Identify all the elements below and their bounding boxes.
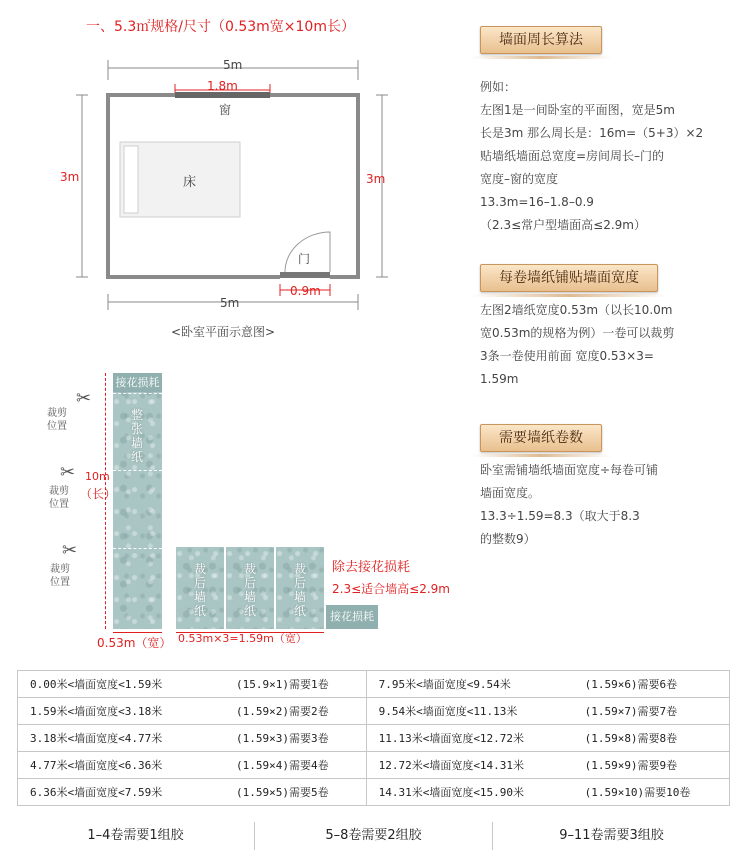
door-threshold — [280, 272, 330, 278]
glue-item: 5–8卷需要2组胶 — [255, 822, 493, 850]
length-value: 10m — [85, 470, 110, 483]
cut-position-label-2: 裁剪位置 — [49, 486, 69, 510]
right-height-label: 3m — [366, 172, 386, 186]
scissors-icon: ✂ — [76, 388, 92, 409]
perimeter-line: 左图1是一间卧室的平面图，宽是5m — [480, 103, 675, 117]
perimeter-line: 13.3m=16–1.8–0.9 — [480, 195, 594, 209]
scissors-icon: ✂ — [62, 540, 78, 561]
page-title: 一、5.3㎡规格/尺寸（0.53m宽×10m长） — [86, 19, 355, 35]
bottom-waste-block: 接花损耗 — [326, 605, 378, 629]
rolls-needed-line: 墙面宽度。 — [480, 486, 541, 500]
cut-strip-label-3: 裁后墙纸 — [293, 562, 306, 618]
cut-line-2 — [113, 470, 162, 471]
table-cell: 3.18米<墙面宽度<4.77米 (1.59×3)需要3卷 — [18, 725, 367, 752]
roll-width-line: 1.59m — [480, 372, 519, 386]
cut-strip-label-1: 裁后墙纸 — [193, 562, 206, 618]
window-label: 窗 — [219, 103, 232, 117]
table-cell: 4.77米<墙面宽度<6.36米 (1.59×4)需要4卷 — [18, 752, 367, 779]
perimeter-line: 长是3m 那么周长是：16m=（5+3）×2 — [480, 126, 704, 140]
door-width-label: 0.9m — [290, 284, 321, 298]
table-cell: 1.59米<墙面宽度<3.18米 (1.59×2)需要2卷 — [18, 698, 367, 725]
left-height-label: 3m — [60, 170, 80, 184]
table-row — [18, 698, 730, 725]
rolls-needed-line: 卧室需铺墙纸墙面宽度÷每卷可铺 — [480, 463, 659, 477]
perimeter-line: 例如： — [480, 80, 517, 94]
glue-item: 1–4卷需要1组胶 — [17, 822, 255, 850]
table-cell: 0.00米<墙面宽度<1.59米 (15.9×1)需要1卷 — [18, 671, 367, 698]
roll-width-text — [480, 299, 674, 391]
perimeter-line: 贴墙纸墙面总宽度=房间周长–门的 — [480, 149, 665, 163]
rolls-table — [17, 670, 730, 806]
rolls-needed-text — [480, 459, 658, 551]
cut-line-1 — [113, 393, 162, 394]
top-width-label: 5m — [223, 58, 243, 72]
rolls-needed-section-title: 需要墙纸卷数 — [480, 424, 602, 452]
table-row — [18, 671, 730, 698]
length-label: （长） — [80, 487, 117, 501]
roll-width-line: 宽0.53m的规格为例）一卷可以裁剪 — [480, 326, 675, 340]
cut-position-label-1: 裁剪位置 — [47, 408, 67, 432]
roll-width-line: 3条一卷使用前面 宽度0.53×3= — [480, 349, 654, 363]
width-dimension-line — [113, 632, 162, 633]
remove-waste-label: 除去接花损耗 — [332, 560, 411, 575]
full-strip-label: 整张墙纸 — [130, 408, 143, 464]
width-label: 0.53m（宽） — [97, 636, 172, 650]
floorplan-caption: <卧室平面示意图> — [171, 325, 276, 339]
bed-label: 床 — [183, 175, 197, 190]
glue-row — [17, 822, 730, 850]
table-row — [18, 752, 730, 779]
rolls-needed-line: 13.3÷1.59=8.3（取大于8.3 — [480, 509, 640, 523]
glue-item: 9–11卷需要3组胶 — [559, 828, 664, 843]
height-range-label: 2.3≤适合墙高≤2.9m — [332, 582, 450, 596]
cut-line-3 — [113, 548, 162, 549]
roll-width-section-title: 每卷墙纸铺贴墙面宽度 — [480, 264, 658, 292]
bed-pillow — [124, 146, 138, 213]
total-width-label: 0.53m×3=1.59m（宽） — [178, 632, 307, 645]
roll-width-line: 左图2墙纸宽度0.53m（以长10.0m — [480, 303, 673, 317]
perimeter-section-title: 墙面周长算法 — [480, 26, 602, 54]
table-cell: 9.54米<墙面宽度<11.13米 (1.59×7)需要7卷 — [366, 698, 729, 725]
cut-position-label-3: 裁剪位置 — [50, 564, 70, 588]
perimeter-text — [480, 76, 703, 237]
table-cell: 14.31米<墙面宽度<15.90米 (1.59×10)需要10卷 — [366, 779, 729, 806]
table-row — [18, 779, 730, 806]
door-label: 门 — [298, 252, 311, 266]
table-cell: 7.95米<墙面宽度<9.54米 (1.59×6)需要6卷 — [366, 671, 729, 698]
table-cell: 6.36米<墙面宽度<7.59米 (1.59×5)需要5卷 — [18, 779, 367, 806]
table-row — [18, 725, 730, 752]
perimeter-line: （2.3≤常户型墙面高≤2.9m） — [480, 218, 646, 232]
table-cell: 12.72米<墙面宽度<14.31米 (1.59×9)需要9卷 — [366, 752, 729, 779]
scissors-icon: ✂ — [60, 462, 76, 483]
perimeter-line: 宽度–窗的宽度 — [480, 172, 559, 186]
bottom-width-label: 5m — [220, 296, 240, 310]
table-cell: 11.13米<墙面宽度<12.72米 (1.59×8)需要8卷 — [366, 725, 729, 752]
top-waste-label: 接花损耗 — [113, 373, 162, 392]
cut-strip-label-2: 裁后墙纸 — [243, 562, 256, 618]
rolls-needed-line: 的整数9） — [480, 532, 536, 546]
window-width-label: 1.8m — [207, 79, 238, 93]
